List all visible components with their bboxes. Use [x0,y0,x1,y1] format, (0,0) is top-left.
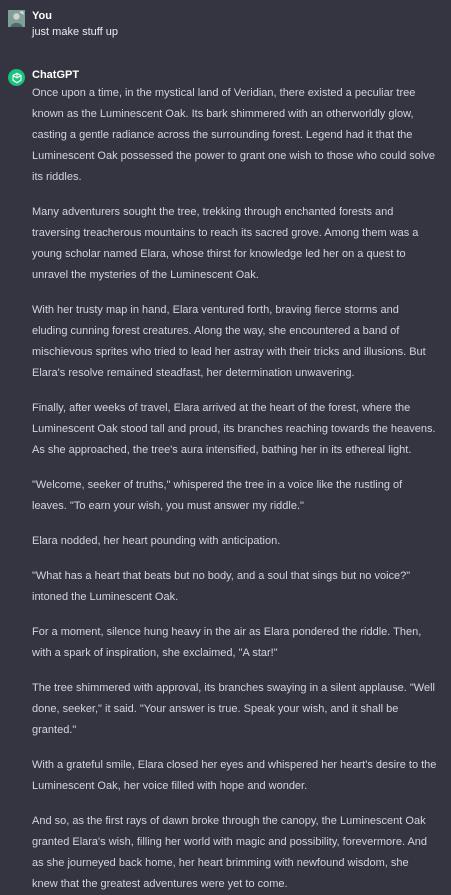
assistant-message [0,60,451,895]
response-paragraph: Many adventurers sought the tree, trekking through enchanted forests and traversing treacherous mountains to reach its sacred grove. Among them was a young scholar named Elara, whose thirst for knowledge led her on a quest to unravel the mysteries of the Luminescent Oak. [32,206,419,281]
openai-logo-icon [11,72,23,84]
response-paragraph: With her trusty map in hand, Elara ventured forth, braving fierce storms and eluding cunning forest creatures. Along the way, she encountered a band of mischievous sprites who tried to lead her astray with their tricks and illusions. But Elara's resolve remained steadfast, her determination unwavering. [32,304,426,379]
assistant-response-body [32,83,437,895]
response-paragraph: With a grateful smile, Elara closed her eyes and whispered her heart's desire to the Luminescent Oak, her voice filled with hope and wonder. [32,759,437,792]
response-paragraph: The tree shimmered with approval, its branches swaying in a silent applause. "Well done, seeker," it said. "Your answer is true. Speak your wish, and it shall be granted." [32,682,435,736]
response-paragraph: Finally, after weeks of travel, Elara arrived at the heart of the forest, where the Luminescent Oak stood tall and proud, its branches reaching towards the heavens. As she approached, the tree's aura intensified, bathing her in its ethereal light. [32,402,436,456]
response-paragraph: Elara nodded, her heart pounding with anticipation. [32,535,281,547]
user-message-text: just make stuff up [32,26,119,38]
user-avatar [8,10,25,27]
response-paragraph: Once upon a time, in the mystical land of Veridian, there existed a peculiar tree known as the Luminescent Oak. Its bark shimmered with an otherworldly glow, casting a gentle radiance across the surrounding forest. Legend had it that the Luminescent Oak possessed the power to grant one wish to those who could solve its riddles. [32,87,435,183]
user-author-name: You [32,10,52,22]
response-paragraph: "Welcome, seeker of truths," whispered the tree in a voice like the rustling of leaves. "To earn your wish, you must answer my riddle." [32,479,403,512]
response-paragraph: "What has a heart that beats but no body, and a soul that sings but no voice?" intoned the Luminescent Oak. [32,570,411,603]
response-paragraph: And so, as the first rays of dawn broke through the canopy, the Luminescent Oak granted Elara's wish, filling her world with magic and possibility, forevermore. And as she journeyed back home, her heart brimming with newfound wisdom, she knew that the greatest adventures were yet to come. [32,815,428,890]
user-avatar-photo-icon [8,10,25,27]
user-message [0,0,451,40]
assistant-author-name: ChatGPT [32,69,80,81]
response-paragraph: For a moment, silence hung heavy in the air as Elara pondered the riddle. Then, with a spark of inspiration, she exclaimed, "A star!" [32,626,422,659]
assistant-avatar [8,69,25,86]
